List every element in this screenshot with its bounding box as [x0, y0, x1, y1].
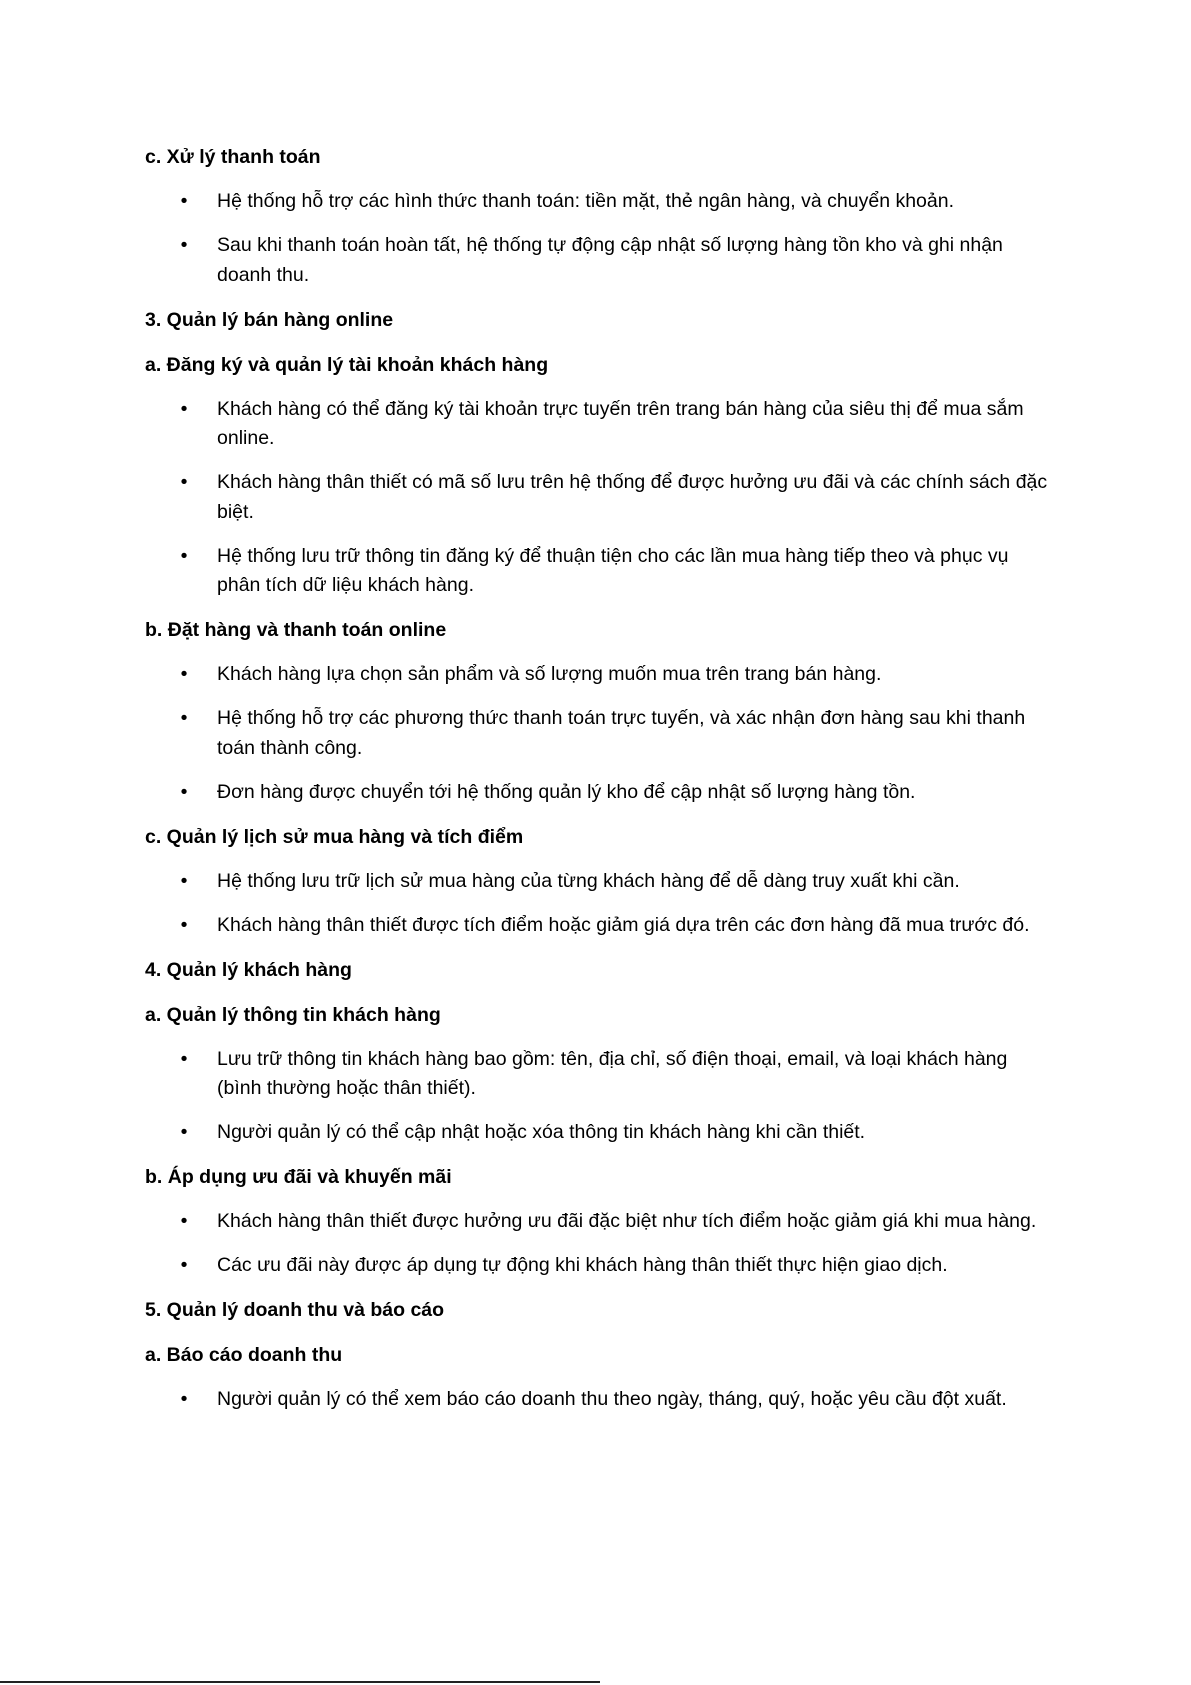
section-heading: 5. Quản lý doanh thu và báo cáo	[145, 1299, 445, 1321]
list-item-text: Khách hàng lựa chọn sản phẩm và số lượng muốn mua trên trang bán hàng.	[217, 663, 882, 685]
list-item-text: Người quản lý có thể xem báo cáo doanh thu theo ngày, tháng, quý, hoặc yêu cầu đột xuất.	[217, 1388, 1007, 1410]
bullet-icon: •	[180, 1254, 188, 1276]
list-item	[145, 1207, 1055, 1237]
list-item	[145, 1118, 1055, 1148]
section-payment-processing	[145, 142, 1055, 290]
list-item-text: Sau khi thanh toán hoàn tất, hệ thống tự động cập nhật số lượng hàng tồn kho và ghi nhận doanh thu.	[217, 234, 1003, 286]
section-heading: a. Đăng ký và quản lý tài khoản khách hàng	[145, 353, 549, 376]
bullet-list	[145, 1207, 1055, 1281]
list-item-text: Khách hàng thân thiết được tích điểm hoặc giảm giá dựa trên các đơn hàng đã mua trước đó.	[217, 913, 1030, 936]
section-heading: a. Báo cáo doanh thu	[145, 1344, 343, 1366]
list-item	[145, 911, 1055, 941]
list-item	[145, 231, 1055, 290]
page-bottom-divider	[0, 1681, 600, 1683]
list-item-text: Hệ thống hỗ trợ các hình thức thanh toán: tiền mặt, thẻ ngân hàng, và chuyển khoản.	[217, 190, 955, 212]
bullet-list	[145, 1045, 1055, 1148]
list-item	[145, 867, 1055, 897]
list-item	[145, 1251, 1055, 1281]
bullet-icon: •	[180, 780, 188, 803]
bullet-list	[145, 867, 1055, 941]
section-online-sales	[145, 305, 1055, 335]
list-item	[145, 660, 1055, 690]
list-item-text: Khách hàng thân thiết được hưởng ưu đãi đặc biệt như tích điểm hoặc giảm giá khi mua hàng.	[217, 1210, 1037, 1232]
list-item-text: Khách hàng thân thiết có mã số lưu trên hệ thống để được hưởng ưu đãi và các chính sách đặc biệt.	[217, 471, 1048, 523]
section-customer-info	[145, 1000, 1055, 1148]
section-heading: b. Áp dụng ưu đãi và khuyến mãi	[145, 1166, 452, 1188]
section-heading: c. Quản lý lịch sử mua hàng và tích điểm	[145, 825, 524, 848]
section-heading: b. Đặt hàng và thanh toán online	[145, 619, 447, 641]
list-item-text: Hệ thống hỗ trợ các phương thức thanh toán trực tuyến, và xác nhận đơn hàng sau khi thanh toán thành công.	[217, 707, 1026, 759]
section-revenue-reports	[145, 1295, 1055, 1325]
section-heading: c. Xử lý thanh toán	[145, 146, 321, 168]
section-customer-management	[145, 955, 1055, 985]
section-revenue-report	[145, 1340, 1055, 1415]
list-item-text: Hệ thống lưu trữ thông tin đăng ký để thuận tiện cho các lần mua hàng tiếp theo và phục vụ phân tích dữ liệu khách hàng.	[217, 544, 1009, 596]
section-online-ordering	[145, 615, 1055, 807]
bullet-list	[145, 187, 1055, 290]
section-account-registration	[145, 350, 1055, 601]
bullet-icon: •	[180, 397, 188, 420]
list-item	[145, 704, 1055, 763]
section-promotions	[145, 1162, 1055, 1281]
bullet-list	[145, 1385, 1055, 1415]
list-item	[145, 778, 1055, 808]
list-item	[145, 468, 1055, 527]
bullet-icon: •	[180, 1047, 188, 1070]
bullet-icon: •	[180, 913, 188, 936]
section-heading: 3. Quản lý bán hàng online	[145, 308, 394, 331]
list-item	[145, 1045, 1055, 1104]
bullet-icon: •	[180, 663, 188, 685]
bullet-icon: •	[180, 707, 188, 729]
list-item-text: Lưu trữ thông tin khách hàng bao gồm: tên, địa chỉ, số điện thoại, email, và loại khách hàng (bình thường hoặc thân thiết).	[217, 1047, 1008, 1099]
list-item-text: Đơn hàng được chuyển tới hệ thống quản lý kho để cập nhật số lượng hàng tồn.	[217, 780, 916, 803]
bullet-icon: •	[180, 190, 188, 212]
bullet-icon: •	[180, 1121, 188, 1143]
list-item-text: Các ưu đãi này được áp dụng tự động khi khách hàng thân thiết thực hiện giao dịch.	[217, 1254, 948, 1276]
bullet-icon: •	[180, 1210, 188, 1232]
bullet-list	[145, 395, 1055, 601]
list-item-text: Hệ thống lưu trữ lịch sử mua hàng của từng khách hàng để dễ dàng truy xuất khi cần.	[217, 869, 960, 892]
list-item	[145, 187, 1055, 217]
bullet-icon: •	[180, 869, 188, 892]
list-item	[145, 395, 1055, 454]
bullet-icon: •	[180, 234, 188, 256]
bullet-list	[145, 660, 1055, 807]
bullet-icon: •	[180, 544, 188, 567]
document-body	[145, 142, 1055, 1429]
list-item	[145, 1385, 1055, 1415]
list-item	[145, 542, 1055, 601]
list-item-text: Khách hàng có thể đăng ký tài khoản trực tuyến trên trang bán hàng của siêu thị để mua sắm online.	[217, 397, 1024, 449]
section-purchase-history	[145, 822, 1055, 941]
bullet-icon: •	[180, 471, 188, 493]
section-heading: a. Quản lý thông tin khách hàng	[145, 1003, 441, 1026]
list-item-text: Người quản lý có thể cập nhật hoặc xóa thông tin khách hàng khi cần thiết.	[217, 1121, 866, 1143]
section-heading: 4. Quản lý khách hàng	[145, 958, 352, 981]
bullet-icon: •	[180, 1388, 188, 1410]
